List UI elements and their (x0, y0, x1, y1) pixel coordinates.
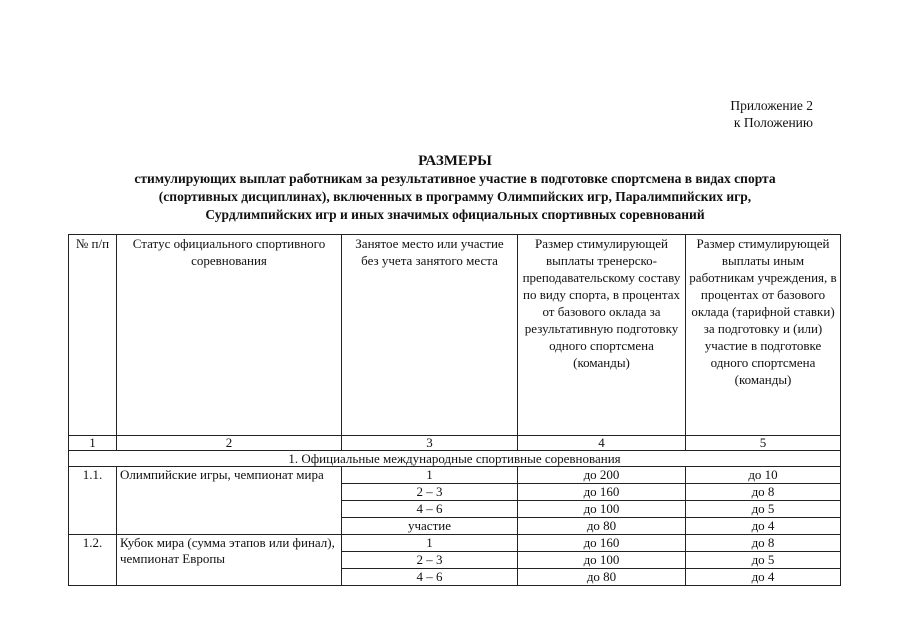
column-number-row (69, 436, 841, 451)
title-line-2: стимулирующих выплат работникам за результативное участие в подготовке спортсмена в видах спорта (134, 171, 776, 186)
coach-payment-cell: до 200 (518, 467, 686, 484)
coach-payment-cell: до 100 (518, 501, 686, 518)
header-coach-payment: Размер стимулирующей выплаты тренерско-преподавательскому составу по виду спорта, в процентах от базового оклада за результативную подготовку одного спортсмена (команды) (518, 235, 686, 436)
table-row (69, 535, 841, 552)
other-payment-cell: до 5 (686, 552, 841, 569)
place-cell: 4 – 6 (342, 501, 518, 518)
coach-payment-cell: до 100 (518, 552, 686, 569)
header-other-payment: Размер стимулирующей выплаты иным работникам учреждения, в процентах от базового оклада (тарифной ставки) за подготовку и (или) участие в подготовке одного спортсмена (команды) (686, 235, 841, 436)
place-cell: 1 (342, 467, 518, 484)
place-cell: 4 – 6 (342, 569, 518, 586)
other-payment-cell: до 4 (686, 518, 841, 535)
appendix-note (730, 97, 813, 131)
row-number: 1.1. (69, 467, 117, 535)
place-cell: участие (342, 518, 518, 535)
row-number: 1.2. (69, 535, 117, 586)
table-header-row (69, 235, 841, 436)
competition-status: Олимпийские игры, чемпионат мира (117, 467, 342, 535)
column-number: 5 (686, 436, 841, 451)
column-number: 4 (518, 436, 686, 451)
document-title (60, 152, 850, 224)
section-row (69, 451, 841, 467)
coach-payment-cell: до 80 (518, 569, 686, 586)
competition-status: Кубок мира (сумма этапов или финал), чемпионат Европы (117, 535, 342, 586)
table-row (69, 467, 841, 484)
title-line-1: РАЗМЕРЫ (418, 153, 492, 169)
title-line-4: Сурдлимпийских игр и иных значимых официальных спортивных соревнований (205, 207, 705, 222)
place-cell: 2 – 3 (342, 484, 518, 501)
place-cell: 2 – 3 (342, 552, 518, 569)
place-cell: 1 (342, 535, 518, 552)
title-line-3: (спортивных дисциплинах), включенных в программу Олимпийских игр, Паралимпийских игр, (158, 189, 752, 204)
other-payment-cell: до 8 (686, 484, 841, 501)
coach-payment-cell: до 80 (518, 518, 686, 535)
header-place: Занятое место или участие без учета занятого места (342, 235, 518, 436)
coach-payment-cell: до 160 (518, 535, 686, 552)
header-number: № п/п (69, 235, 117, 436)
column-number: 2 (117, 436, 342, 451)
section-title: 1. Официальные международные спортивные соревнования (69, 451, 841, 467)
payments-table (68, 234, 841, 586)
appendix-line-2: к Положению (733, 115, 813, 130)
column-number: 1 (69, 436, 117, 451)
column-number: 3 (342, 436, 518, 451)
other-payment-cell: до 4 (686, 569, 841, 586)
other-payment-cell: до 5 (686, 501, 841, 518)
header-status: Статус официального спортивного соревнования (117, 235, 342, 436)
appendix-line-1: Приложение 2 (730, 98, 813, 113)
other-payment-cell: до 8 (686, 535, 841, 552)
other-payment-cell: до 10 (686, 467, 841, 484)
coach-payment-cell: до 160 (518, 484, 686, 501)
